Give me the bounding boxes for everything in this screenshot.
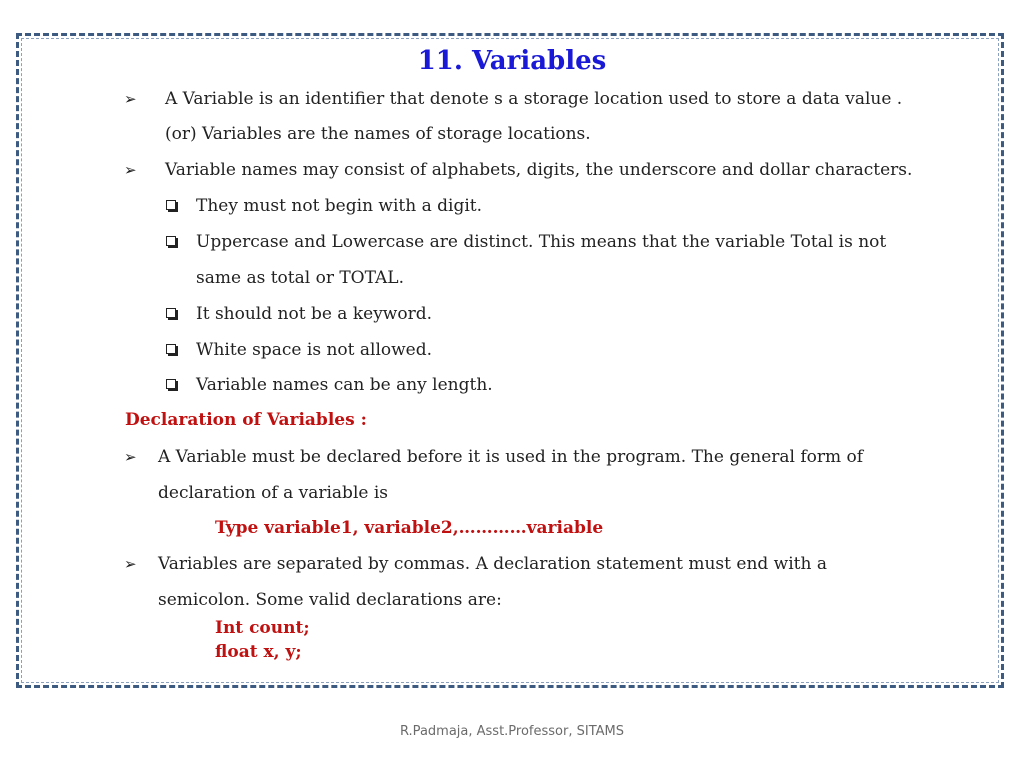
declaration-syntax: Type variable1, variable2,…………variable xyxy=(215,518,604,538)
example-declaration: float x, y; xyxy=(215,642,302,662)
checkbox-bullet-icon xyxy=(166,236,176,246)
rule-item: It should not be a keyword. xyxy=(196,304,432,324)
arrow-bullet-icon: ➢ xyxy=(124,555,137,573)
rule-item: Variable names can be any length. xyxy=(196,375,493,395)
intro-bullet-1-cont: (or) Variables are the names of storage locations. xyxy=(165,124,591,144)
checkbox-bullet-icon xyxy=(166,344,176,354)
footer-credit: R.Padmaja, Asst.Professor, SITAMS xyxy=(399,724,624,739)
checkbox-bullet-icon xyxy=(166,379,176,389)
declaration-bullet-2-cont: semicolon. Some valid declarations are: xyxy=(158,590,502,610)
intro-bullet-1: A Variable is an identifier that denote s a storage location used to store a data value . xyxy=(165,89,903,109)
declaration-heading: Declaration of Variables : xyxy=(125,410,367,430)
arrow-bullet-icon: ➢ xyxy=(124,448,137,466)
checkbox-bullet-icon xyxy=(166,308,176,318)
declaration-bullet-1: A Variable must be declared before it is used in the program. The general form of xyxy=(158,447,864,467)
rule-item: They must not begin with a digit. xyxy=(196,196,483,216)
checkbox-bullet-icon xyxy=(166,200,176,210)
rule-item-cont: same as total or TOTAL. xyxy=(196,268,405,288)
intro-bullet-2: Variable names may consist of alphabets, digits, the underscore and dollar characters. xyxy=(165,160,913,180)
declaration-bullet-1-cont: declaration of a variable is xyxy=(158,483,389,503)
arrow-bullet-icon: ➢ xyxy=(124,90,137,108)
rule-item: Uppercase and Lowercase are distinct. This means that the variable Total is not xyxy=(196,232,887,252)
example-declaration: Int count; xyxy=(215,618,310,638)
rule-item: White space is not allowed. xyxy=(196,340,433,360)
slide-title: 11. Variables xyxy=(417,46,607,76)
arrow-bullet-icon: ➢ xyxy=(124,161,137,179)
declaration-bullet-2: Variables are separated by commas. A declaration statement must end with a xyxy=(158,554,827,574)
